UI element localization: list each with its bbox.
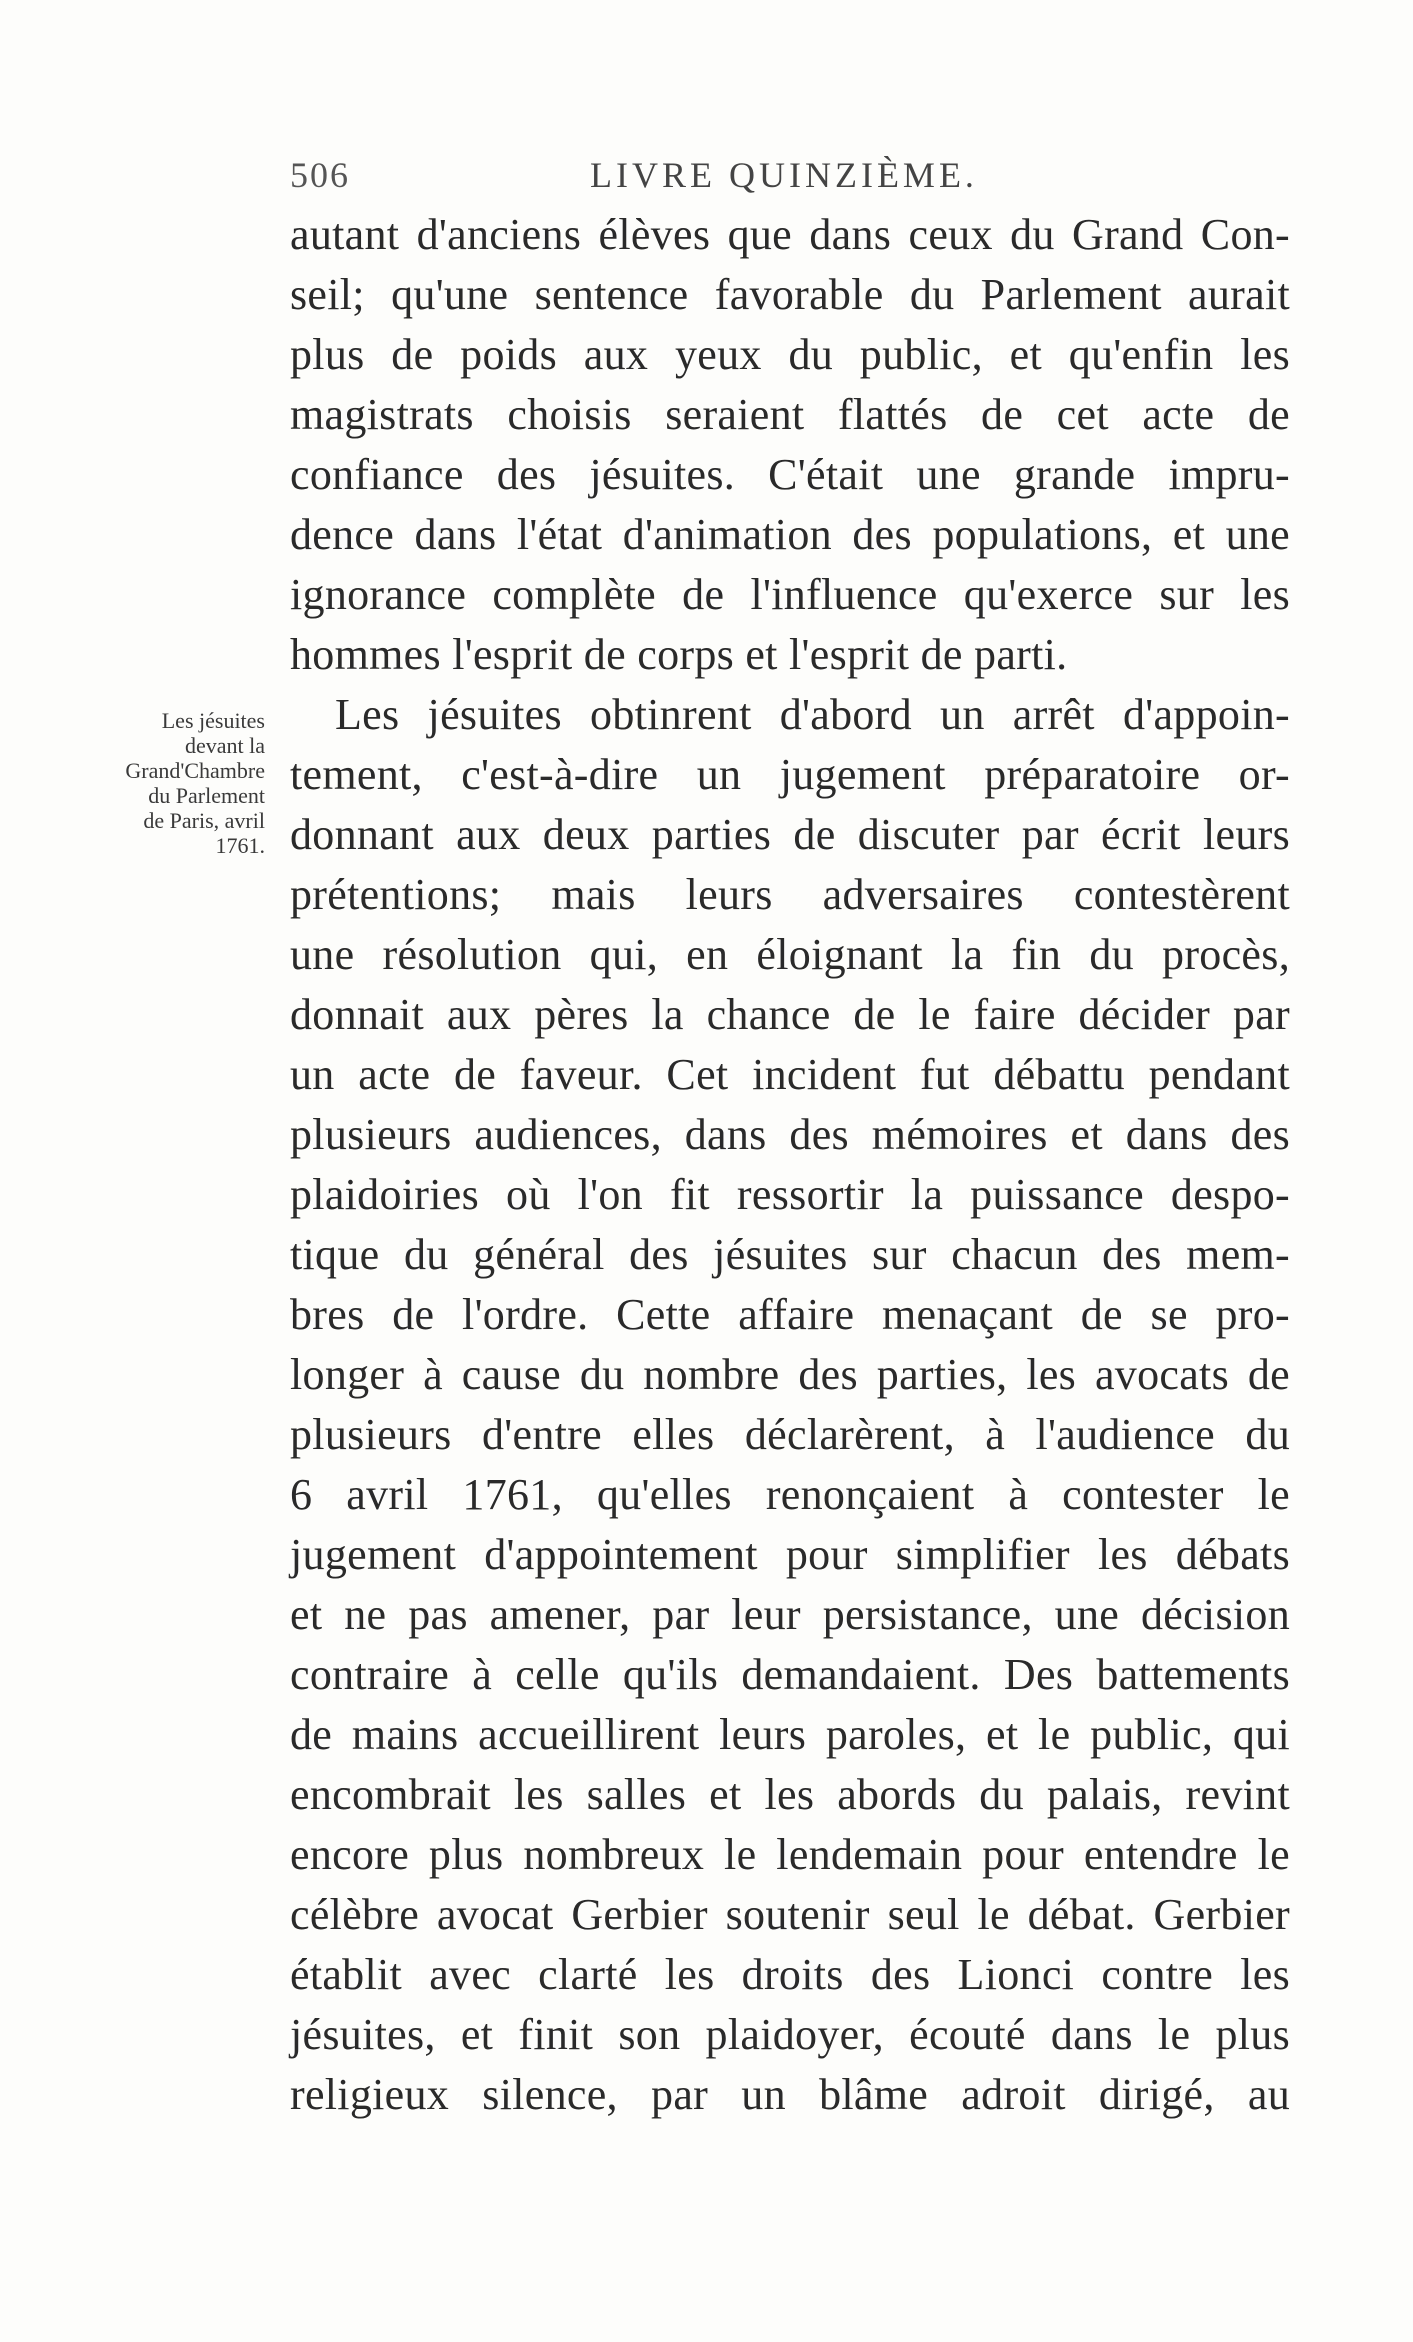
text-line: bres de l'ordre. Cette affaire menaçant de se pro-: [290, 1290, 1290, 1339]
text-line: célèbre avocat Gerbier soutenir seul le débat. Gerbier: [290, 1890, 1290, 1939]
text-line: longer à cause du nombre des parties, les avocats de: [290, 1350, 1290, 1399]
text-line: seil; qu'une sentence favorable du Parlement aurait: [290, 270, 1290, 319]
text-line: prétentions; mais leurs adversaires contestèrent: [290, 870, 1290, 919]
text-line: tique du général des jésuites sur chacun des mem-: [290, 1230, 1290, 1279]
text-line: donnant aux deux parties de discuter par écrit leurs: [290, 810, 1290, 859]
text-line: encore plus nombreux le lendemain pour entendre le: [290, 1830, 1290, 1879]
text-line: établit avec clarté les droits des Lionci contre les: [290, 1950, 1290, 1999]
text-line: plus de poids aux yeux du public, et qu'enfin les: [290, 330, 1290, 379]
text-line: autant d'anciens élèves que dans ceux du Grand Con-: [290, 210, 1290, 259]
text-line: jésuites, et finit son plaidoyer, écouté dans le plus: [290, 2010, 1290, 2059]
text-line: ignorance complète de l'influence qu'exerce sur les: [290, 570, 1290, 619]
body-text: [290, 205, 1290, 2125]
marginal-note-line: Grand'Chambre: [125, 758, 265, 783]
text-line: magistrats choisis seraient flattés de cet acte de: [290, 390, 1290, 439]
page-number: 506: [290, 155, 350, 195]
marginal-note-line: Les jésuites: [161, 708, 265, 733]
marginal-note-line: devant la: [184, 733, 265, 758]
text-line: plusieurs d'entre elles déclarèrent, à l'audience du: [290, 1410, 1290, 1459]
text-line: un acte de faveur. Cet incident fut débattu pendant: [290, 1050, 1290, 1099]
text-line: et ne pas amener, par leur persistance, une décision: [290, 1590, 1290, 1639]
text-line: encombrait les salles et les abords du palais, revint: [290, 1770, 1290, 1819]
text-line: 6 avril 1761, qu'elles renonçaient à contester le: [290, 1470, 1290, 1519]
text-line: plaidoiries où l'on fit ressortir la puissance despo-: [290, 1170, 1290, 1219]
text-line: dence dans l'état d'animation des populations, et une: [290, 510, 1290, 559]
text-line: jugement d'appointement pour simplifier les débats: [290, 1530, 1290, 1579]
marginal-note-line: 1761.: [215, 833, 265, 858]
text-line: confiance des jésuites. C'était une grande impru-: [290, 450, 1290, 499]
text-line: hommes l'esprit de corps et l'esprit de parti.: [290, 630, 1068, 679]
text-line: contraire à celle qu'ils demandaient. Des battements: [290, 1650, 1290, 1699]
text-line: une résolution qui, en éloignant la fin du procès,: [290, 930, 1290, 979]
marginal-note-line: de Paris, avril: [143, 808, 265, 833]
page-header: [290, 148, 1290, 208]
text-line: plusieurs audiences, dans des mémoires et dans des: [290, 1110, 1290, 1159]
text-line: donnait aux pères la chance de le faire décider par: [290, 990, 1290, 1039]
text-line: tement, c'est-à-dire un jugement préparatoire or-: [290, 750, 1290, 799]
text-line: de mains accueillirent leurs paroles, et le public, qui: [290, 1710, 1290, 1759]
marginal-note: [45, 708, 265, 858]
text-line: Les jésuites obtinrent d'abord un arrêt d'appoin-: [335, 690, 1290, 739]
marginal-note-line: du Parlement: [148, 783, 265, 808]
text-line: religieux silence, par un blâme adroit dirigé, au: [290, 2070, 1290, 2119]
running-title: LIVRE QUINZIÈME.: [590, 155, 978, 195]
